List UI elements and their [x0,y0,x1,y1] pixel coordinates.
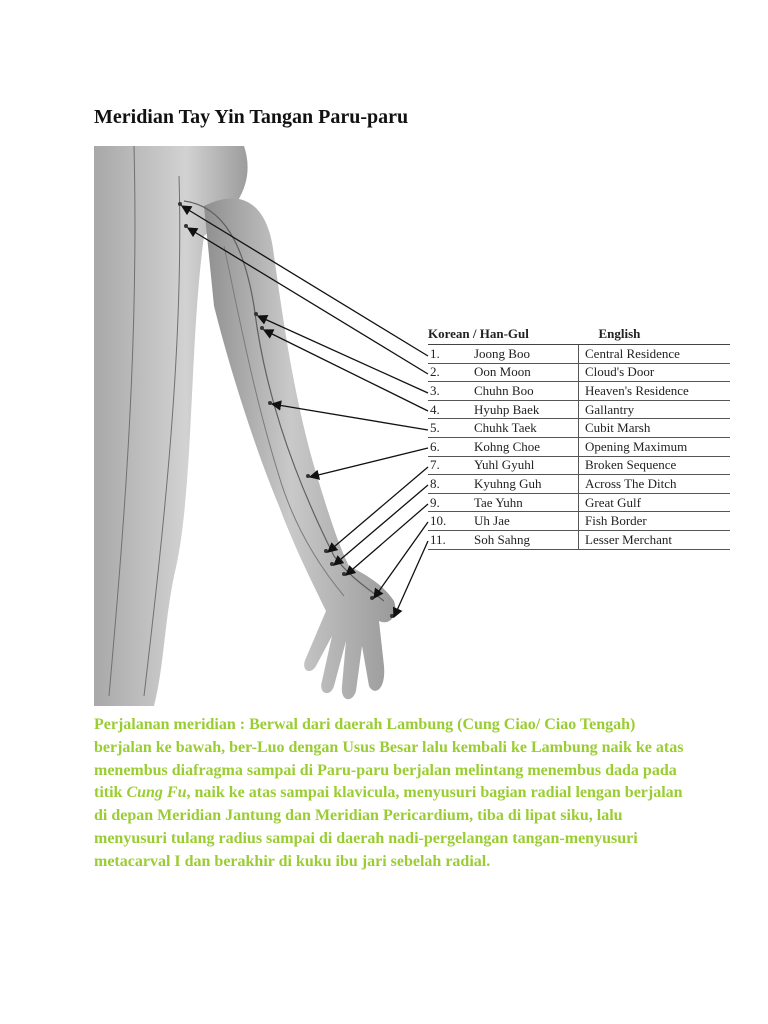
point-number: 5. [428,419,470,438]
point-number: 9. [428,493,470,512]
point-korean: Chuhn Boo [470,382,579,401]
point-english: Across The Ditch [579,475,731,494]
point-english: Lesser Merchant [579,530,731,549]
point-number: 10. [428,512,470,531]
point-number: 2. [428,363,470,382]
table-row [428,456,730,475]
table-row [428,419,730,438]
description-text: Perjalanan meridian : Berwal dari daerah Lambung (Cung Ciao/ Ciao Tengah) berjalan ke bawah, ber-Luo dengan Usus Besar lalu kembali ke Lambung naik ke atas menembus diafragma sampai di Paru-paru berjalan melintang menembus dada pada titik [94,716,684,802]
description-text-continued: , naik ke atas sampai klavicula, menyusuri bagian radial lengan berjalan di depan Meridian Jantung dan Meridian Pericardium, tiba di lipat siku, lalu menyusuri tulang radius sampai di daerah nadi-pergelangan tangan-menyusuri metacarval I dan berakhir di kuku ibu jari sebelah radial. [94,784,683,870]
point-korean: Tae Yuhn [470,493,579,512]
point-korean: Joong Boo [470,345,579,364]
point-korean: Kohng Choe [470,437,579,456]
point-english: Broken Sequence [579,456,731,475]
header-english: English [579,326,731,345]
point-english: Cloud's Door [579,363,731,382]
point-english: Great Gulf [579,493,731,512]
table-row [428,475,730,494]
point-english: Heaven's Residence [579,382,731,401]
point-korean: Oon Moon [470,363,579,382]
point-number: 4. [428,400,470,419]
point-korean: Kyuhng Guh [470,475,579,494]
point-english: Opening Maximum [579,437,731,456]
table-row [428,345,730,364]
table-row [428,512,730,531]
point-english: Gallantry [579,400,731,419]
point-english: Cubit Marsh [579,419,731,438]
point-number: 7. [428,456,470,475]
meridian-figure [94,146,734,706]
table-row [428,400,730,419]
point-number: 1. [428,345,470,364]
table-row [428,363,730,382]
point-number: 6. [428,437,470,456]
point-korean: Uh Jae [470,512,579,531]
point-number: 3. [428,382,470,401]
table-row [428,530,730,549]
points-table [428,326,730,550]
point-english: Central Residence [579,345,731,364]
description-paragraph [94,714,684,874]
point-korean: Hyuhp Baek [470,400,579,419]
point-korean: Soh Sahng [470,530,579,549]
header-korean: Korean / Han-Gul [428,326,579,345]
point-korean: Chuhk Taek [470,419,579,438]
page-title: Meridian Tay Yin Tangan Paru-paru [94,106,409,128]
description-italic-term: Cung Fu [126,784,187,802]
point-korean: Yuhl Gyuhl [470,456,579,475]
point-number: 11. [428,530,470,549]
point-english: Fish Border [579,512,731,531]
table-row [428,437,730,456]
point-number: 8. [428,475,470,494]
table-row [428,382,730,401]
table-row [428,493,730,512]
